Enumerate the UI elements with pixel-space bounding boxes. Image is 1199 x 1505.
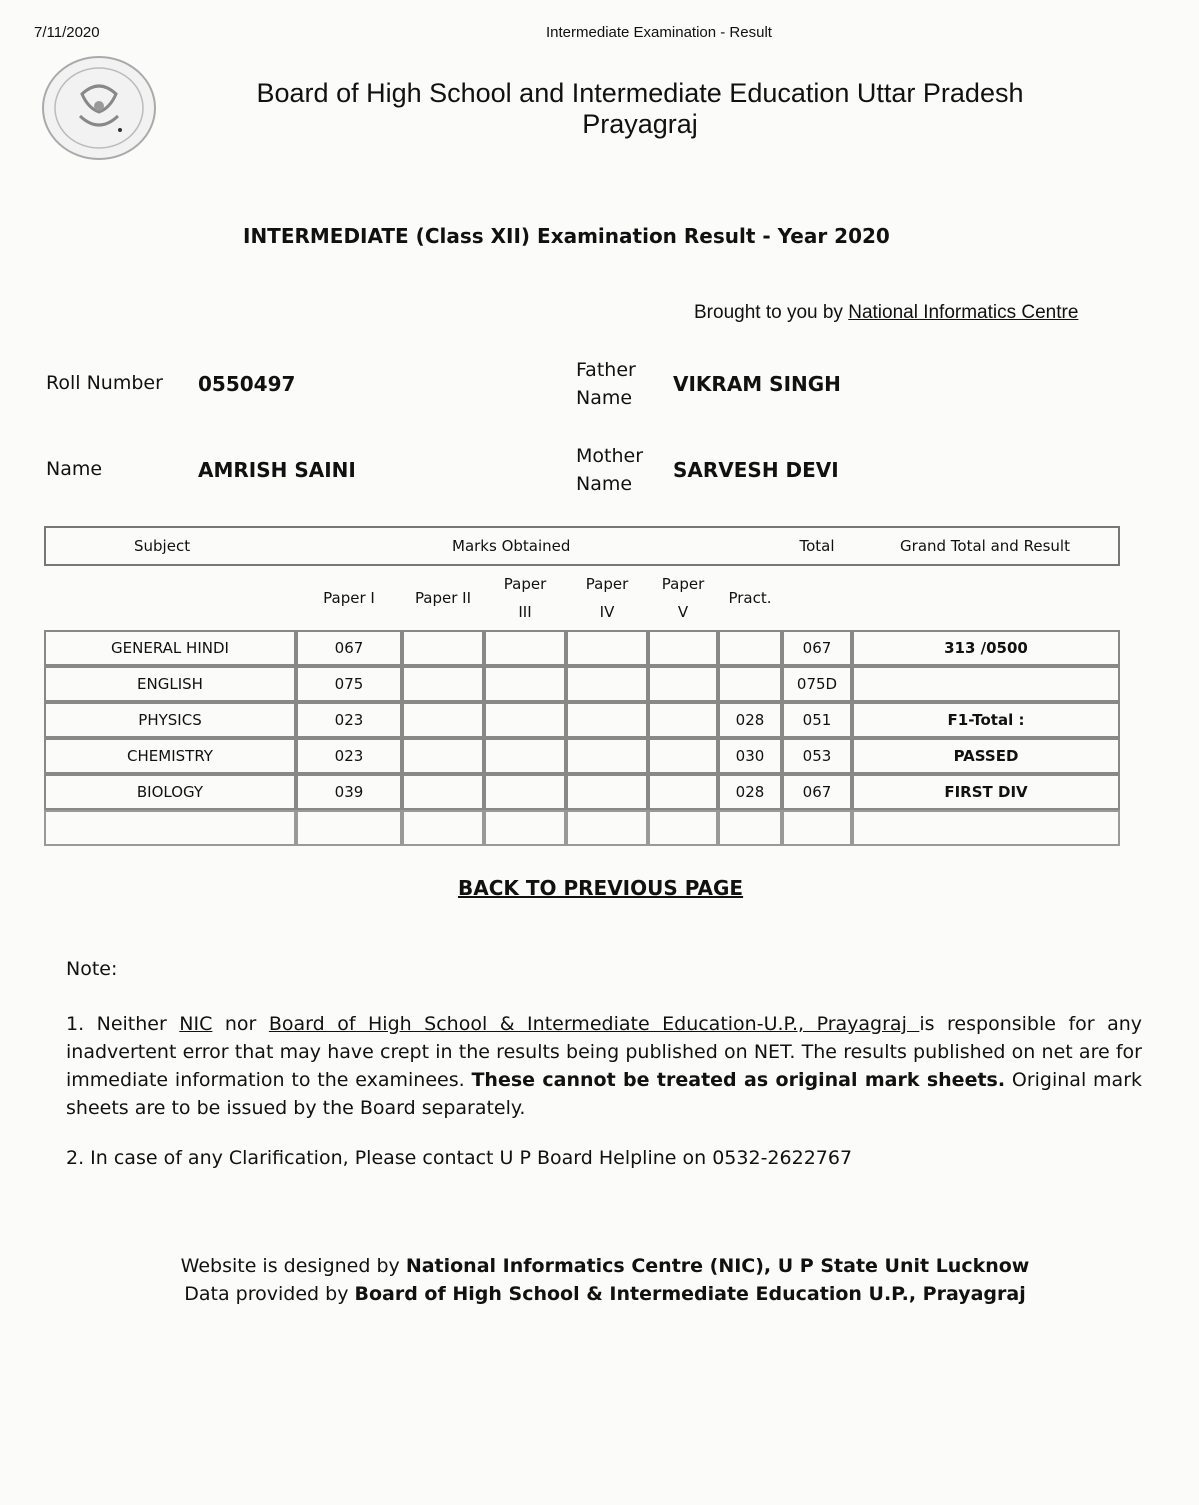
back-to-previous-page-link[interactable]: BACK TO PREVIOUS PAGE [458,876,744,900]
result-division: FIRST DIV [852,774,1120,810]
table-row [44,666,1120,702]
subject-cell: PHYSICS [44,702,296,738]
total-cell: 053 [782,738,852,774]
practical-cell [718,666,782,702]
name-value: AMRISH SAINI [198,458,356,482]
result-passed: PASSED [852,738,1120,774]
marks-table [44,526,1120,846]
subheader-paper-4: Paper IV [585,575,629,621]
subject-cell: ENGLISH [44,666,296,702]
subheader-paper-1: Paper I [323,589,375,607]
total-cell: 067 [782,774,852,810]
brought-prefix: Brought to you by [694,302,849,323]
subheader-practical: Pract. [728,589,772,607]
table-row [44,738,1120,774]
roll-number-label: Roll Number [46,372,163,394]
header-grand-total: Grand Total and Result [852,526,1120,566]
print-title: Intermediate Examination - Result [546,24,772,41]
paper1-cell: 039 [296,774,402,810]
board-underlined: Board of High School & Intermediate Education-U.P., Prayagraj [268,1013,920,1035]
board-title-line1: Board of High School and Intermediate Education Uttar Pradesh [256,78,1024,108]
note-label: Note: [66,958,118,980]
subject-cell: GENERAL HINDI [44,630,296,666]
subheader-paper-3: Paper III [503,575,547,621]
subject-cell: BIOLOGY [44,774,296,810]
mother-label-line1: Mother [576,445,644,467]
footer-line-2: Data provided by Board of High School & Intermediate Education U.P., Prayagraj [184,1283,1026,1305]
up-government-seal-icon [40,54,158,162]
table-row-empty [44,810,1120,846]
nic-underlined: NIC [179,1013,213,1035]
subheader-paper-5: Paper V [661,575,705,621]
roll-number-value: 0550497 [198,372,296,396]
table-subheader-row [44,566,1120,630]
mother-name-label [576,442,643,498]
practical-cell: 028 [718,702,782,738]
table-row [44,630,1120,666]
table-row [44,702,1120,738]
paper1-cell: 023 [296,738,402,774]
note-item-2: 2. In case of any Clarification, Please contact U P Board Helpline on 0532-2622767 [66,1147,853,1169]
father-name-value: VIKRAM SINGH [673,372,841,396]
note-item-1: 1. Neither NIC nor Board of High School & Intermediate Education-U.P., Prayagraj is responsible for any inadvertent error that may have crept in the results being published on NET. The results published on net are for immediate information to the examinees. These cannot be treated as original mark sheets. Original mark sheets are to be issued by the Board separately. [66,1013,1143,1119]
father-label-line1: Father [576,359,636,381]
table-header-row [44,526,1120,566]
subheader-paper-2: Paper II [414,589,472,607]
father-name-label [576,356,636,412]
exam-title: INTERMEDIATE (Class XII) Examination Result - Year 2020 [243,224,890,248]
total-cell: 051 [782,702,852,738]
paper1-cell: 067 [296,630,402,666]
practical-cell: 028 [718,774,782,810]
header-marks-obtained: Marks Obtained [296,526,782,566]
board-title-line2: Prayagraj [582,109,698,139]
father-label-line2: Name [576,387,633,409]
header-total: Total [782,526,852,566]
note-bold-warning: These cannot be treated as original mark sheets. [471,1069,1006,1091]
total-cell: 067 [782,630,852,666]
nic-link[interactable]: National Informatics Centre [848,302,1079,323]
grand-total-value: 313 /0500 [852,630,1120,666]
table-row [44,774,1120,810]
brought-by [694,302,1078,324]
mother-label-line2: Name [576,473,633,495]
footer-line-1: Website is designed by National Informatics Centre (NIC), U P State Unit Lucknow [180,1255,1030,1277]
board-title [200,78,1080,140]
total-cell: 075D [782,666,852,702]
print-date: 7/11/2020 [34,24,100,41]
practical-cell: 030 [718,738,782,774]
paper1-cell: 075 [296,666,402,702]
subject-cell: CHEMISTRY [44,738,296,774]
footer [140,1252,1070,1308]
result-f1-total: F1-Total : [852,702,1120,738]
name-label: Name [46,458,103,480]
header-subject: Subject [44,526,296,566]
mother-name-value: SARVESH DEVI [673,458,839,482]
paper1-cell: 023 [296,702,402,738]
practical-cell [718,630,782,666]
